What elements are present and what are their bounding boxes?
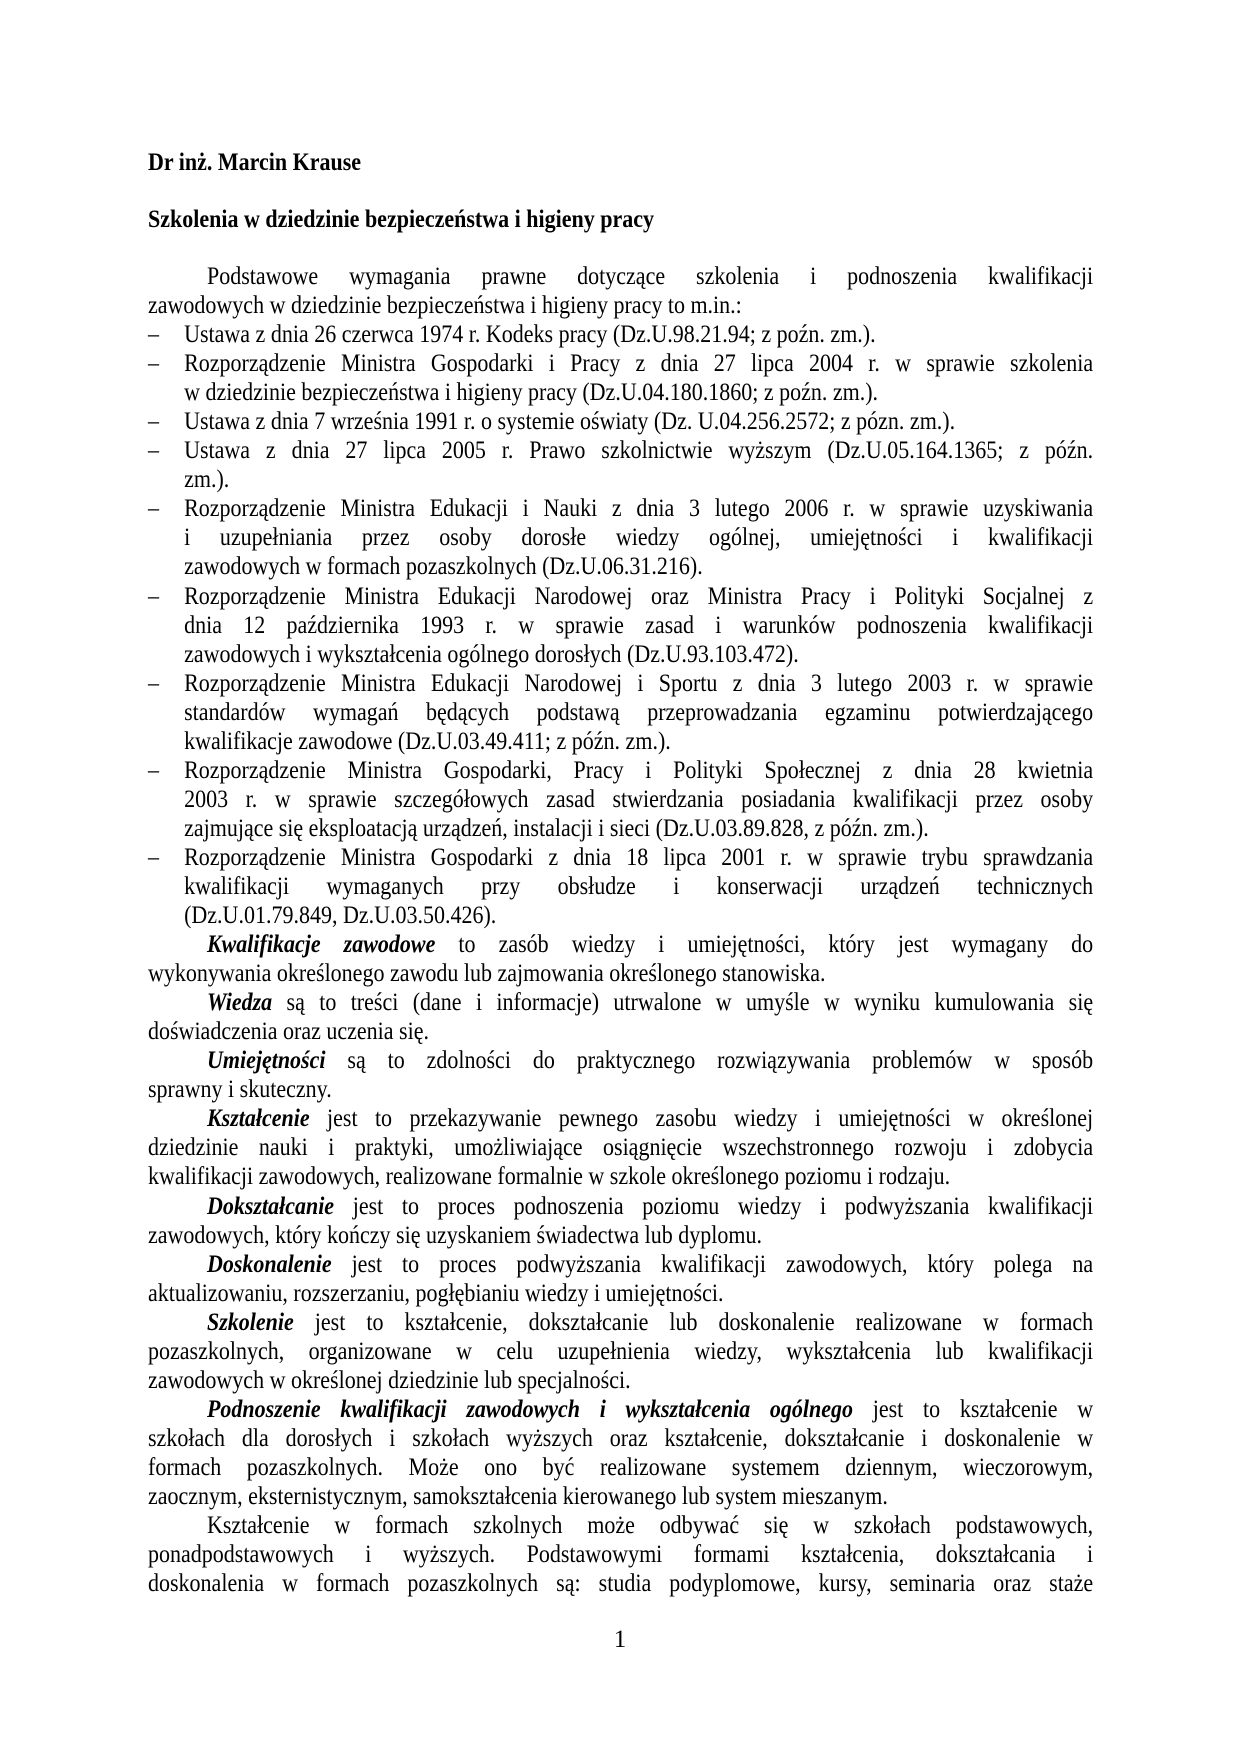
defined-term: Wiedza xyxy=(206,989,273,1017)
list-item xyxy=(148,669,1093,756)
definition-text: jest to kształcenie w xyxy=(853,1395,1094,1423)
definition-text: jest to proces podnoszenia poziomu wiedzy i podwyższania kwalifikacji xyxy=(334,1192,1094,1220)
text-line: Podstawowe wymagania prawne dotyczące szkolenia i podnoszenia kwalifikacji xyxy=(206,263,1094,290)
text-line: pozaszkolnych, organizowane w celu uzupełnienia wiedzy, wykształcenia lub kwalifikacji xyxy=(148,1337,1094,1365)
dash-bullet: – xyxy=(148,843,159,871)
text-line: Ustawa z dnia 26 czerwca 1974 r. Kodeks pracy (Dz.U.98.21.94; z poźn. zm.). xyxy=(184,321,876,349)
defined-term: Podnoszenie kwalifikacji zawodowych i wykształcenia ogólnego xyxy=(206,1395,854,1423)
text-line: doświadczenia oraz uczenia się. xyxy=(148,1018,429,1046)
text-line xyxy=(148,1104,1093,1133)
definition-paragraph xyxy=(148,1395,1093,1511)
defined-term: Umiejętności xyxy=(206,1047,326,1075)
text-line: Rozporządzenie Ministra Gospodarki z dnia 18 lipca 2001 r. w sprawie trybu sprawdzania xyxy=(184,843,1094,871)
dash-bullet: – xyxy=(148,350,159,378)
text-line xyxy=(148,988,1093,1017)
text-line: zawodowych w formach pozaszkolnych (Dz.U.06.31.216). xyxy=(184,553,703,581)
text-line: Rozporządzenie Ministra Edukacji Narodowej i Sportu z dnia 3 lutego 2003 r. w sprawie xyxy=(184,669,1094,697)
text-line: Rozporządzenie Ministra Gospodarki i Pracy z dnia 27 lipca 2004 r. w sprawie szkolenia xyxy=(184,350,1094,378)
text-line xyxy=(148,1250,1093,1279)
text-line: wykonywania określonego zawodu lub zajmowania określonego stanowiska. xyxy=(148,960,826,988)
text-line: zaocznym, eksternistycznym, samokształcenia kierowanego lub system mieszanym. xyxy=(148,1482,888,1510)
text-line: zajmujące się eksploatacją urządzeń, instalacji i sieci (Dz.U.03.89.828, z późn. zm.). xyxy=(184,814,929,842)
text-line: formach pozaszkolnych. Może ono być realizowane systemem dziennym, wieczorowym, xyxy=(148,1453,1094,1481)
text-line: kwalifikacji zawodowych, realizowane formalnie w szkole określonego poziomu i rodzaju. xyxy=(148,1163,951,1191)
list-item xyxy=(148,320,1093,349)
legal-acts-list xyxy=(148,320,1093,930)
author-name: Dr inż. Marcin Krause xyxy=(148,149,362,176)
defined-term: Dokształcanie xyxy=(206,1192,335,1220)
text-line: aktualizowaniu, rozszerzaniu, pogłębianiu wiedzy i umiejętności. xyxy=(148,1279,724,1307)
page-number: 1 xyxy=(613,1626,627,1653)
text-line: dnia 12 października 1993 r. w sprawie zasad i warunków podnoszenia kwalifikacji xyxy=(184,611,1094,639)
text-line xyxy=(148,1046,1093,1075)
text-line: doskonalenia w formach pozaszkolnych są: studia podyplomowe, kursy, seminaria oraz staże xyxy=(148,1570,1094,1598)
definition-paragraph xyxy=(148,1192,1093,1250)
document-body xyxy=(148,262,1093,1598)
text-line: dziedzinie nauki i praktyki, umożliwiające osiągnięcie wszechstronnego rozwoju i zdobycia xyxy=(148,1134,1094,1162)
dash-bullet: – xyxy=(148,495,159,523)
text-line: zawodowych i wykształcenia ogólnego dorosłych (Dz.U.93.103.472). xyxy=(184,640,799,668)
text-line: zawodowych w dziedzinie bezpieczeństwa i higieny pracy to m.in.: xyxy=(148,292,742,320)
list-item xyxy=(148,349,1093,407)
defined-term: Kształcenie xyxy=(206,1105,310,1133)
text-line: (Dz.U.01.79.849, Dz.U.03.50.426). xyxy=(184,902,497,930)
text-line: Rozporządzenie Ministra Edukacji Narodowej oraz Ministra Pracy i Polityki Socjalnej z xyxy=(184,582,1094,610)
dash-bullet: – xyxy=(148,408,159,436)
text-line: w dziedzinie bezpieczeństwa i higieny pracy (Dz.U.04.180.1860; z poźn. zm.). xyxy=(184,379,879,407)
dash-bullet: – xyxy=(148,756,159,784)
text-line: kwalifikacje zawodowe (Dz.U.03.49.411; z późn. zm.). xyxy=(184,727,671,755)
text-line: zawodowych w określonej dziedzinie lub specjalności. xyxy=(148,1366,631,1394)
text-line: Rozporządzenie Ministra Edukacji i Nauki z dnia 3 lutego 2006 r. w sprawie uzyskiwania xyxy=(184,495,1094,523)
definition-paragraph xyxy=(148,1308,1093,1395)
definition-text: jest to proces podwyższania kwalifikacji zawodowych, który polega na xyxy=(331,1250,1094,1278)
definition-text: jest to przekazywanie pewnego zasobu wiedzy i umiejętności w określonej xyxy=(309,1105,1094,1133)
defined-term: Szkolenie xyxy=(206,1308,294,1336)
definition-text: to zasób wiedzy i umiejętności, który jest wymagany do xyxy=(435,931,1094,959)
text-line xyxy=(148,1308,1093,1337)
text-line xyxy=(148,930,1093,959)
text-line: zawodowych, który kończy się uzyskaniem świadectwa lub dyplomu. xyxy=(148,1221,763,1249)
text-line xyxy=(148,1395,1093,1424)
text-line xyxy=(148,1192,1093,1221)
defined-term: Doskonalenie xyxy=(206,1250,332,1278)
text-line: standardów wymagań będących podstawą przeprowadzania egzaminu potwierdzającego xyxy=(184,698,1094,726)
list-item xyxy=(148,843,1093,930)
text-line: Ustawa z dnia 27 lipca 2005 r. Prawo szkolnictwie wyższym (Dz.U.05.164.1365; z późn. xyxy=(184,437,1094,465)
dash-bullet: – xyxy=(148,437,159,465)
text-line: zm.). xyxy=(184,466,230,494)
body-paragraph xyxy=(148,1511,1093,1598)
definition-paragraph xyxy=(148,1046,1093,1104)
dash-bullet: – xyxy=(148,669,159,697)
definition-paragraph xyxy=(148,1250,1093,1308)
list-item xyxy=(148,436,1093,494)
text-line: szkołach dla dorosłych i szkołach wyższych oraz kształcenie, dokształcanie i doskonalenie w xyxy=(148,1424,1094,1452)
defined-term: Kwalifikacje zawodowe xyxy=(206,931,436,959)
text-line: ponadpodstawowych i wyższych. Podstawowymi formami kształcenia, dokształcania i xyxy=(148,1541,1094,1569)
definition-text: są to zdolności do praktycznego rozwiązywania problemów w sposób xyxy=(325,1047,1094,1075)
list-item xyxy=(148,756,1093,843)
definition-text: są to treści (dane i informacje) utrwalone w umyśle w wyniku kumulowania się xyxy=(272,989,1094,1017)
text-line: Rozporządzenie Ministra Gospodarki, Pracy i Polityki Społecznej z dnia 28 kwietnia xyxy=(184,756,1094,784)
text-line: kwalifikacji wymaganych przy obsłudze i konserwacji urządzeń technicznych xyxy=(184,872,1094,900)
list-item xyxy=(148,494,1093,581)
definition-paragraph xyxy=(148,988,1093,1046)
dash-bullet: – xyxy=(148,582,159,610)
document-title: Szkolenia w dziedzinie bezpieczeństwa i higieny pracy xyxy=(148,206,654,233)
intro-paragraph xyxy=(148,262,1093,320)
text-line: i uzupełniania przez osoby dorosłe wiedzy ogólnej, umiejętności i kwalifikacji xyxy=(184,524,1094,552)
definition-paragraph xyxy=(148,930,1093,988)
definition-paragraph xyxy=(148,1104,1093,1191)
text-line: 2003 r. w sprawie szczegółowych zasad stwierdzania posiadania kwalifikacji przez osoby xyxy=(184,785,1094,813)
definition-text: jest to kształcenie, dokształcanie lub doskonalenie realizowane w formach xyxy=(293,1308,1094,1336)
list-item xyxy=(148,582,1093,669)
dash-bullet: – xyxy=(148,321,159,349)
text-line: Ustawa z dnia 7 września 1991 r. o systemie oświaty (Dz. U.04.256.2572; z pózn. zm.). xyxy=(184,408,956,436)
list-item xyxy=(148,407,1093,436)
text-line: Kształcenie w formach szkolnych może odbywać się w szkołach podstawowych, xyxy=(206,1512,1094,1540)
text-line: sprawny i skuteczny. xyxy=(148,1076,332,1104)
